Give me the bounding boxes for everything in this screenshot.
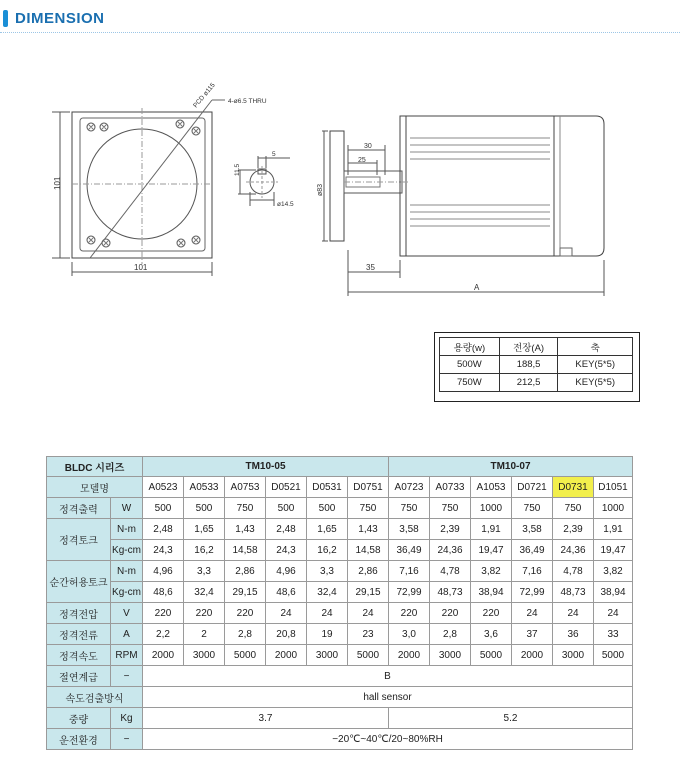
rated-torque-nm-row [47, 519, 633, 540]
value-cell: 1,65 [184, 519, 225, 540]
value-cell: 4,96 [266, 561, 307, 582]
value-cell: 1,43 [348, 519, 389, 540]
value-cell: 16,2 [184, 540, 225, 561]
value-cell: 1,91 [471, 519, 512, 540]
value-cell: 48,6 [143, 582, 184, 603]
rated-output-label: 정격출력 [47, 498, 111, 519]
value-cell: 2,39 [553, 519, 594, 540]
value-cell: 750 [225, 498, 266, 519]
value-cell: 1,43 [225, 519, 266, 540]
speed-detect-row [47, 687, 633, 708]
value-cell: 2,8 [430, 624, 471, 645]
value-cell: 500 [143, 498, 184, 519]
size-cell: KEY(5*5) [558, 374, 633, 392]
rated-voltage-unit: V [111, 603, 143, 624]
value-cell: 500 [307, 498, 348, 519]
value-cell: 2000 [266, 645, 307, 666]
value-cell: 500 [184, 498, 225, 519]
weight-row [47, 708, 633, 729]
rated-output-unit: W [111, 498, 143, 519]
size-cell: KEY(5*5) [558, 356, 633, 374]
weight-value-tm10-07: 5.2 [389, 708, 633, 729]
key-width-label: 5 [272, 151, 276, 158]
model-row [47, 477, 633, 498]
model-cell: D0721 [512, 477, 553, 498]
size-cell: 750W [440, 374, 500, 392]
value-cell: 38,94 [594, 582, 633, 603]
shaft-detail [238, 156, 290, 206]
value-cell: 4,78 [553, 561, 594, 582]
value-cell: 36,49 [389, 540, 430, 561]
value-cell: 2,48 [266, 519, 307, 540]
size-cell: 188,5 [499, 356, 558, 374]
front-height-label: 101 [53, 176, 62, 190]
value-cell: 16,2 [307, 540, 348, 561]
insulation-label: 절연계급 [47, 666, 111, 687]
value-cell: 2000 [389, 645, 430, 666]
value-cell: 36 [553, 624, 594, 645]
dim-30-label: 30 [364, 143, 372, 150]
rated-torque-nm-unit: N-m [111, 519, 143, 540]
front-view [52, 100, 225, 276]
value-cell: 220 [430, 603, 471, 624]
value-cell: 7,16 [389, 561, 430, 582]
model-cell-highlighted: D0731 [553, 477, 594, 498]
speed-detect-value: hall sensor [143, 687, 633, 708]
spec-table [46, 456, 633, 750]
value-cell: 4,78 [430, 561, 471, 582]
section-title: DIMENSION [15, 9, 105, 27]
value-cell: 3,82 [594, 561, 633, 582]
rated-output-row [47, 498, 633, 519]
key-height-label: 11.5 [234, 163, 241, 176]
size-header-length: 전장(A) [499, 338, 558, 356]
value-cell: 3,3 [307, 561, 348, 582]
value-cell: 23 [348, 624, 389, 645]
size-table-row [440, 356, 633, 374]
value-cell: 48,6 [266, 582, 307, 603]
front-width-label: 101 [134, 263, 148, 272]
value-cell: 750 [430, 498, 471, 519]
value-cell: 220 [471, 603, 512, 624]
value-cell: 500 [266, 498, 307, 519]
model-cell: D1051 [594, 477, 633, 498]
dim-35-label: 35 [366, 263, 375, 272]
value-cell: 5000 [471, 645, 512, 666]
value-cell: 220 [389, 603, 430, 624]
model-label: 모델명 [47, 477, 143, 498]
rated-torque-kgcm-row [47, 540, 633, 561]
insulation-unit: − [111, 666, 143, 687]
rated-current-row [47, 624, 633, 645]
value-cell: 2,8 [225, 624, 266, 645]
rated-speed-unit: RPM [111, 645, 143, 666]
value-cell: 3,3 [184, 561, 225, 582]
value-cell: 19,47 [594, 540, 633, 561]
size-table-header-row [440, 338, 633, 356]
size-table-box [434, 332, 640, 402]
peak-torque-nm-unit: N-m [111, 561, 143, 582]
weight-unit: Kg [111, 708, 143, 729]
value-cell: 72,99 [389, 582, 430, 603]
series-row [47, 457, 633, 477]
insulation-row [47, 666, 633, 687]
value-cell: 2,2 [143, 624, 184, 645]
value-cell: 33 [594, 624, 633, 645]
value-cell: 1,65 [307, 519, 348, 540]
value-cell: 24 [512, 603, 553, 624]
dim-25-label: 25 [358, 157, 366, 164]
value-cell: 220 [143, 603, 184, 624]
value-cell: 3,82 [471, 561, 512, 582]
weight-value-tm10-05: 3.7 [143, 708, 389, 729]
pcd-label: PCD ø115 [192, 81, 217, 110]
value-cell: 2,86 [225, 561, 266, 582]
value-cell: 24 [553, 603, 594, 624]
value-cell: 24,36 [430, 540, 471, 561]
environment-label: 운전환경 [47, 729, 111, 750]
model-cell: A0723 [389, 477, 430, 498]
value-cell: 220 [184, 603, 225, 624]
value-cell: 750 [389, 498, 430, 519]
value-cell: 24,36 [553, 540, 594, 561]
value-cell: 48,73 [430, 582, 471, 603]
model-cell: D0531 [307, 477, 348, 498]
value-cell: 37 [512, 624, 553, 645]
value-cell: 1,91 [594, 519, 633, 540]
value-cell: 29,15 [225, 582, 266, 603]
rated-torque-label: 정격토크 [47, 519, 111, 561]
value-cell: 19 [307, 624, 348, 645]
model-cell: A1053 [471, 477, 512, 498]
value-cell: 24,3 [143, 540, 184, 561]
value-cell: 750 [348, 498, 389, 519]
rated-current-label: 정격전류 [47, 624, 111, 645]
value-cell: 3,6 [471, 624, 512, 645]
pilot-diameter-label: ø83 [317, 183, 324, 196]
model-cell: A0753 [225, 477, 266, 498]
value-cell: 32,4 [184, 582, 225, 603]
speed-detect-label: 속도검출방식 [47, 687, 143, 708]
size-header-capacity: 용량(w) [440, 338, 500, 356]
size-cell: 212,5 [499, 374, 558, 392]
value-cell: 5000 [594, 645, 633, 666]
value-cell: 3000 [184, 645, 225, 666]
value-cell: 3,0 [389, 624, 430, 645]
insulation-value: B [143, 666, 633, 687]
dimension-drawing [0, 0, 680, 330]
value-cell: 2000 [512, 645, 553, 666]
peak-torque-kgcm-row [47, 582, 633, 603]
model-cell: D0751 [348, 477, 389, 498]
size-table-row [440, 374, 633, 392]
value-cell: 2,48 [143, 519, 184, 540]
environment-value: −20℃~40℃/20~80%RH [143, 729, 633, 750]
value-cell: 38,94 [471, 582, 512, 603]
series-group-1: TM10-05 [143, 457, 389, 477]
value-cell: 29,15 [348, 582, 389, 603]
value-cell: 5000 [225, 645, 266, 666]
value-cell: 24 [348, 603, 389, 624]
value-cell: 72,99 [512, 582, 553, 603]
value-cell: 3000 [307, 645, 348, 666]
value-cell: 5000 [348, 645, 389, 666]
environment-unit: − [111, 729, 143, 750]
value-cell: 750 [553, 498, 594, 519]
value-cell: 14,58 [225, 540, 266, 561]
value-cell: 2,39 [430, 519, 471, 540]
value-cell: 24 [266, 603, 307, 624]
series-group-2: TM10-07 [389, 457, 633, 477]
value-cell: 3000 [430, 645, 471, 666]
value-cell: 2 [184, 624, 225, 645]
peak-torque-kgcm-unit: Kg-cm [111, 582, 143, 603]
value-cell: 3000 [553, 645, 594, 666]
environment-row [47, 729, 633, 750]
size-table [439, 337, 633, 392]
value-cell: 3,58 [512, 519, 553, 540]
rated-speed-label: 정격속도 [47, 645, 111, 666]
peak-torque-nm-row [47, 561, 633, 582]
rated-torque-kgcm-unit: Kg-cm [111, 540, 143, 561]
value-cell: 24,3 [266, 540, 307, 561]
value-cell: 24 [307, 603, 348, 624]
shaft-diameter-label: ø14.5 [277, 201, 294, 208]
value-cell: 14,58 [348, 540, 389, 561]
rated-voltage-label: 정격전압 [47, 603, 111, 624]
value-cell: 2,86 [348, 561, 389, 582]
weight-label: 중량 [47, 708, 111, 729]
value-cell: 32,4 [307, 582, 348, 603]
hole-label: 4-ø6.5 THRU [228, 98, 267, 105]
series-label: BLDC 시리즈 [47, 457, 143, 477]
value-cell: 36,49 [512, 540, 553, 561]
value-cell: 4,96 [143, 561, 184, 582]
rated-speed-row [47, 645, 633, 666]
value-cell: 2000 [143, 645, 184, 666]
peak-torque-label: 순간허용토크 [47, 561, 111, 603]
rated-voltage-row [47, 603, 633, 624]
value-cell: 750 [512, 498, 553, 519]
value-cell: 220 [225, 603, 266, 624]
model-cell: A0533 [184, 477, 225, 498]
value-cell: 19,47 [471, 540, 512, 561]
size-header-shaft: 축 [558, 338, 633, 356]
value-cell: 7,16 [512, 561, 553, 582]
value-cell: 1000 [471, 498, 512, 519]
model-cell: D0521 [266, 477, 307, 498]
model-cell: A0523 [143, 477, 184, 498]
value-cell: 20,8 [266, 624, 307, 645]
model-cell: A0733 [430, 477, 471, 498]
value-cell: 24 [594, 603, 633, 624]
size-cell: 500W [440, 356, 500, 374]
value-cell: 3,58 [389, 519, 430, 540]
value-cell: 48,73 [553, 582, 594, 603]
rated-current-unit: A [111, 624, 143, 645]
dim-a-label: A [474, 283, 480, 292]
value-cell: 1000 [594, 498, 633, 519]
